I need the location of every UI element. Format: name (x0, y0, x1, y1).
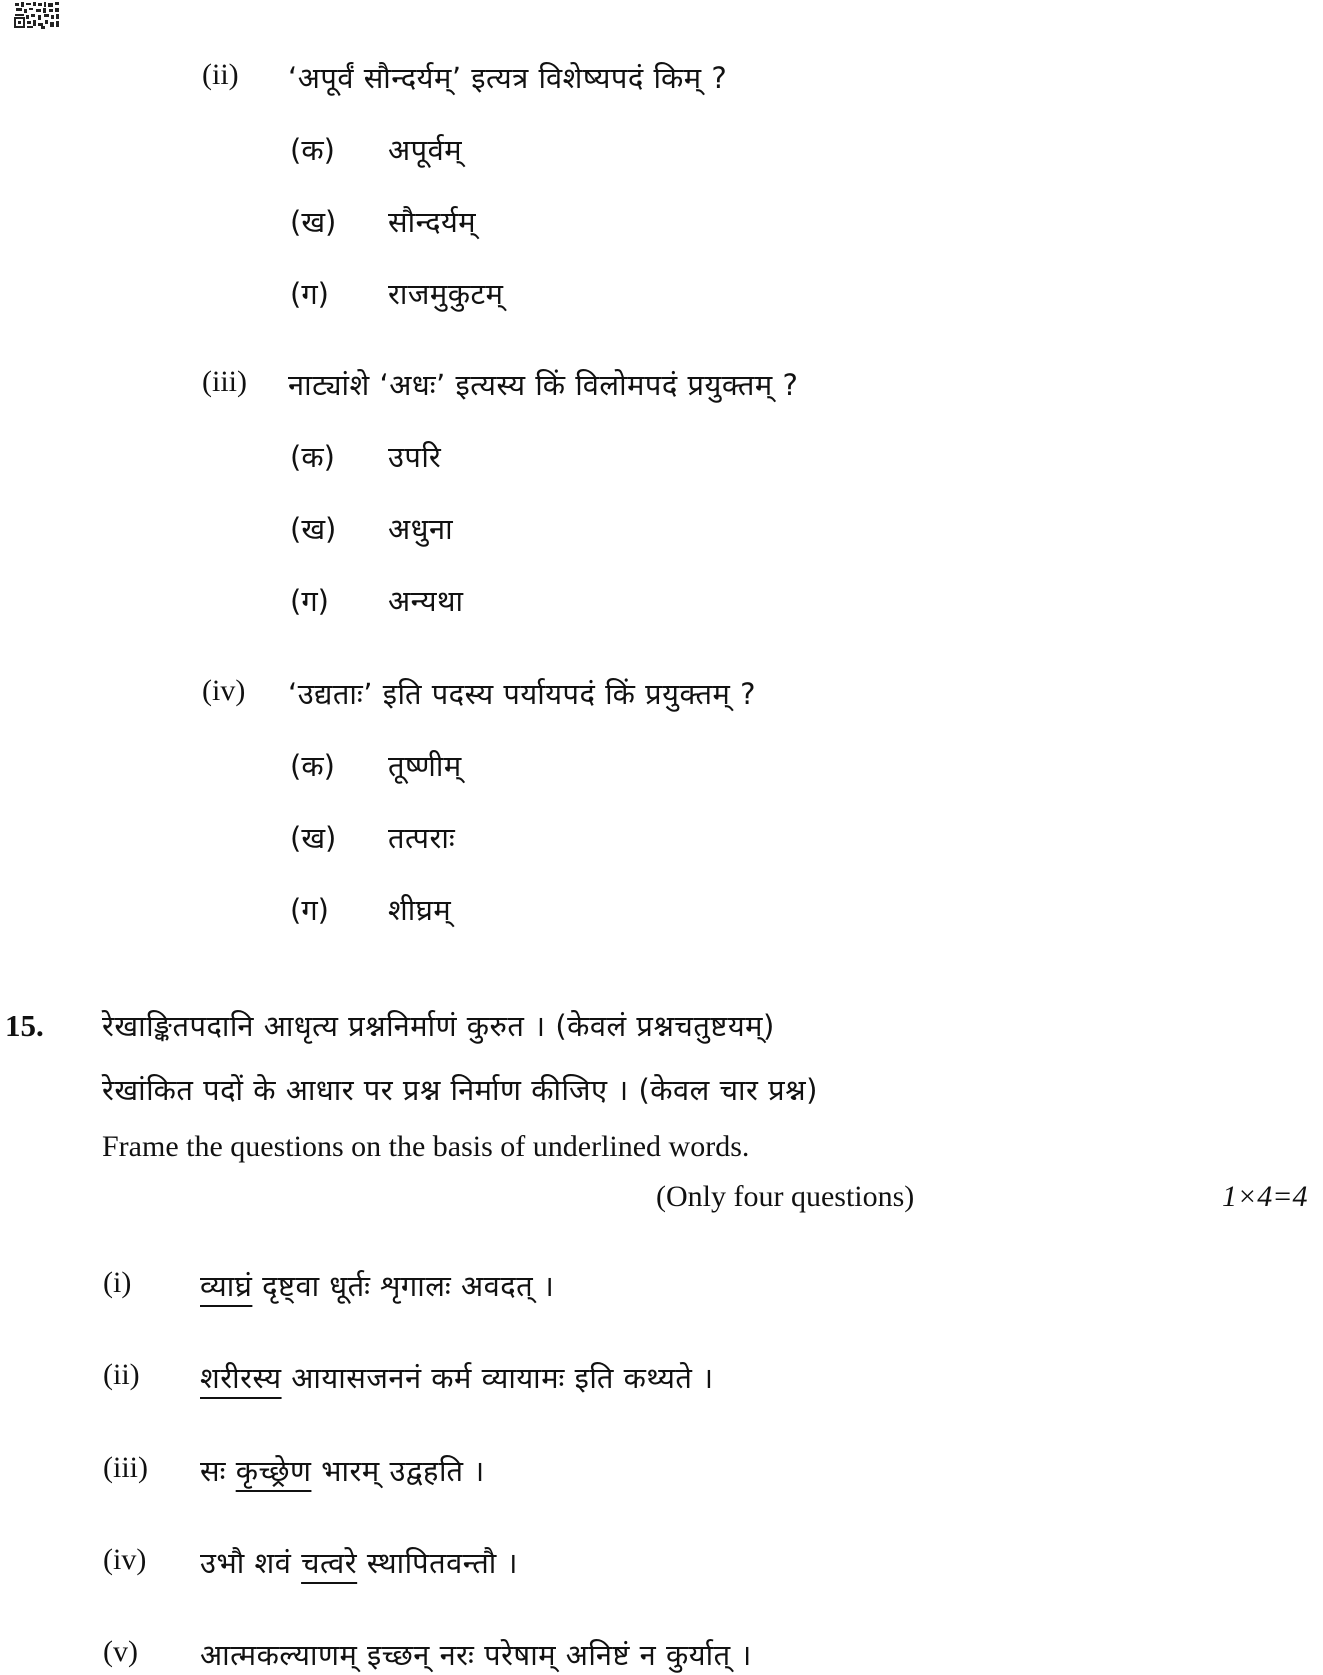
option-label: (ग) (290, 893, 329, 927)
subquestion-text: ‘अपूर्वं सौन्दर्यम्’ इत्यत्र विशेष्यपदं किम् ? (288, 61, 728, 95)
option-label: (क) (290, 133, 335, 167)
option-label: (ख) (290, 821, 337, 855)
option-label: (क) (290, 749, 335, 783)
option-label: (ग) (290, 584, 329, 618)
item-sentence (200, 1451, 485, 1490)
option-text: सौन्दर्यम् (388, 205, 477, 239)
item-text-before: आत्मकल्याणम् इच्छन् नरः परेषाम् अनिष्टं न कुर्यात् । (200, 1638, 752, 1672)
question-number: 15. (5, 1008, 44, 1043)
qr-code-icon (14, 2, 60, 29)
marks-allocation: 1×4=4 (1222, 1180, 1308, 1213)
item-label: (iii) (103, 1451, 148, 1484)
underlined-word: व्याघ्रं (200, 1269, 253, 1303)
instruction-sanskrit: रेखाङ्कितपदानि आधृत्य प्रश्ननिर्माणं कुरुत । (केवलं प्रश्नचतुष्टयम्) (102, 1009, 775, 1043)
option-text: शीघ्रम् (388, 893, 452, 927)
subquestion-label: (iii) (202, 365, 247, 398)
item-sentence (200, 1266, 554, 1305)
item-sentence (200, 1635, 752, 1674)
option-text: अधुना (388, 512, 454, 546)
underlined-word: शरीरस्य (200, 1361, 282, 1395)
subquestion-text: नाट्यांशे ‘अधः’ इत्यस्य किं विलोमपदं प्रयुक्तम् ? (288, 368, 799, 402)
instruction-hindi: रेखांकित पदों के आधार पर प्रश्न निर्माण कीजिए । (केवल चार प्रश्न) (102, 1073, 818, 1107)
item-text-before: उभौ शवं (200, 1546, 302, 1580)
item-text-after: दृष्ट्वा धूर्तः शृगालः अवदत् । (252, 1269, 555, 1303)
item-label: (v) (103, 1635, 138, 1668)
underlined-word: कृच्छ्रेण (235, 1454, 312, 1488)
option-text: अन्यथा (388, 584, 464, 618)
item-label: (i) (103, 1266, 132, 1299)
item-label: (iv) (103, 1543, 147, 1576)
instruction-english: Frame the questions on the basis of underlined words. (102, 1130, 750, 1163)
option-text: उपरि (388, 440, 442, 474)
option-label: (ग) (290, 277, 329, 311)
item-text-after: स्थापितवन्तौ । (357, 1546, 518, 1580)
subquestion-label: (iv) (202, 674, 246, 707)
option-label: (ख) (290, 205, 337, 239)
subquestion-text: ‘उद्यताः’ इति पदस्य पर्यायपदं किं प्रयुक्तम् ? (288, 677, 756, 711)
item-label: (ii) (103, 1358, 140, 1391)
option-text: तूष्णीम् (388, 749, 462, 783)
option-text: तत्पराः (388, 821, 456, 855)
item-text-after: आयासजननं कर्म व्यायामः इति कथ्यते । (281, 1361, 714, 1395)
subquestion-label: (ii) (202, 58, 239, 91)
option-text: राजमुकुटम् (388, 277, 504, 311)
option-label: (ख) (290, 512, 337, 546)
option-label: (क) (290, 440, 335, 474)
item-sentence (200, 1358, 714, 1397)
underlined-word: चत्वरे (301, 1546, 358, 1580)
option-text: अपूर्वम् (388, 133, 463, 167)
instruction-note: (Only four questions) (656, 1180, 915, 1213)
item-sentence (200, 1543, 518, 1582)
item-text-before: सः (200, 1454, 236, 1488)
item-text-after: भारम् उद्वहति । (311, 1454, 485, 1488)
